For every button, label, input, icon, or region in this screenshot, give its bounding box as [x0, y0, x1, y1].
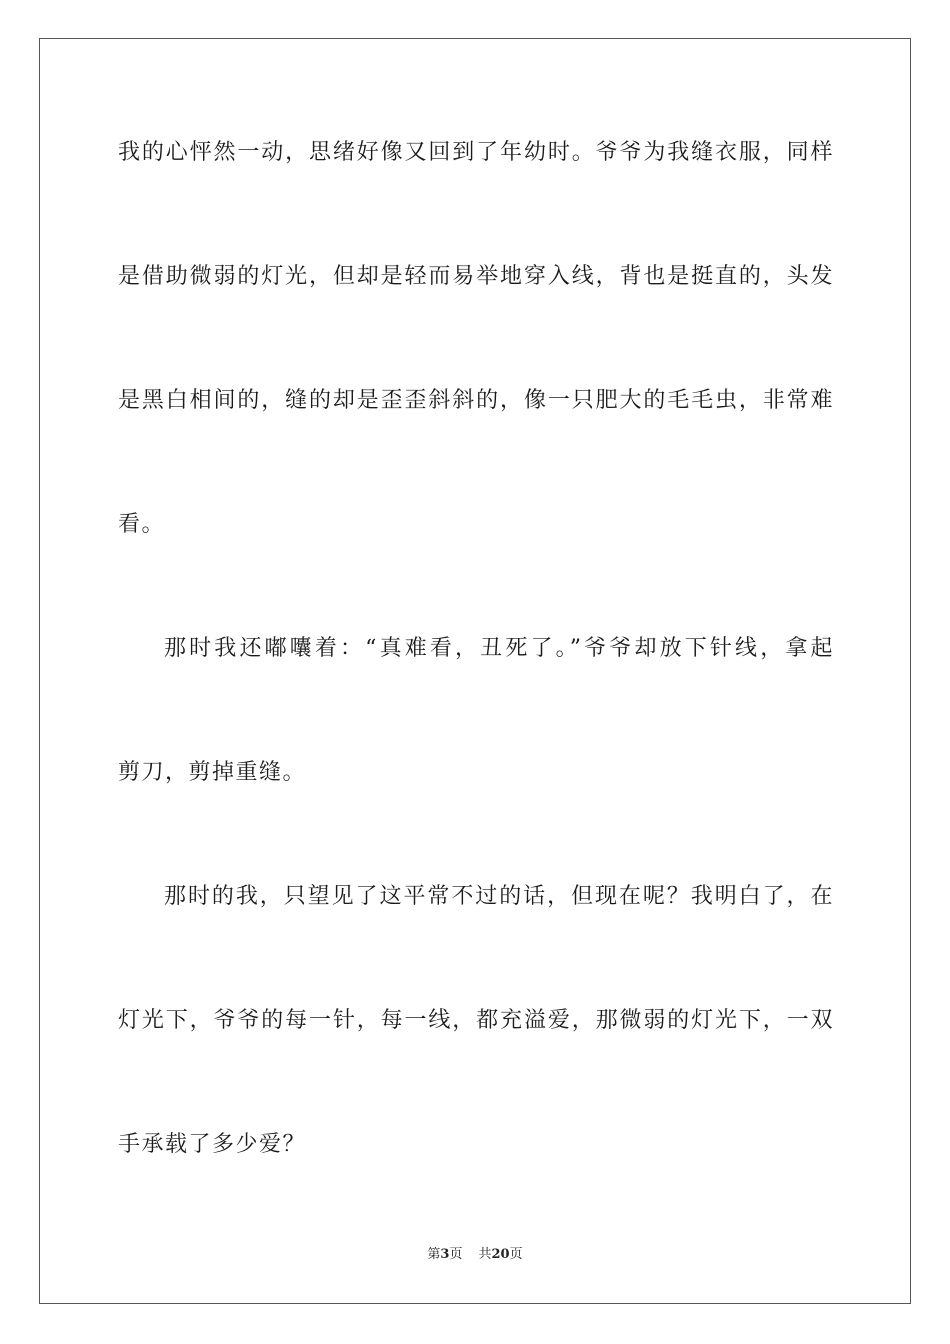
text-line-4: 看。 — [118, 512, 166, 537]
footer-total-suffix: 页 — [509, 1247, 523, 1262]
text-line-5: 那时我还嘟囔着：“真难看，丑死了。”爷爷却放下针线，拿起 — [164, 636, 834, 661]
text-line-3: 是黑白相间的，缝的却是歪歪斜斜的，像一只肥大的毛毛虫，非常难 — [118, 388, 834, 413]
text-line-7: 那时的我，只望见了这平常不过的话，但现在呢？我明白了，在 — [164, 884, 834, 909]
text-line-6: 剪刀，剪掉重缝。 — [118, 760, 307, 785]
footer-page-number: 3 — [440, 1247, 450, 1262]
footer-page-prefix: 第 — [427, 1247, 441, 1262]
page-border — [39, 38, 911, 1304]
text-line-2: 是借助微弱的灯光，但却是轻而易举地穿入线，背也是挺直的，头发 — [118, 264, 834, 289]
text-line-9: 手承载了多少爱？ — [118, 1132, 307, 1157]
text-line-1: 我的心怦然一动，思绪好像又回到了年幼时。爷爷为我缝衣服，同样 — [118, 140, 834, 165]
footer-total-pages: 20 — [491, 1247, 510, 1262]
footer-page-suffix: 页 — [449, 1247, 463, 1262]
footer-total-prefix: 共 — [478, 1247, 492, 1262]
page-footer — [0, 1246, 950, 1264]
text-line-8: 灯光下，爷爷的每一针，每一线，都充溢爱，那微弱的灯光下，一双 — [118, 1008, 834, 1033]
